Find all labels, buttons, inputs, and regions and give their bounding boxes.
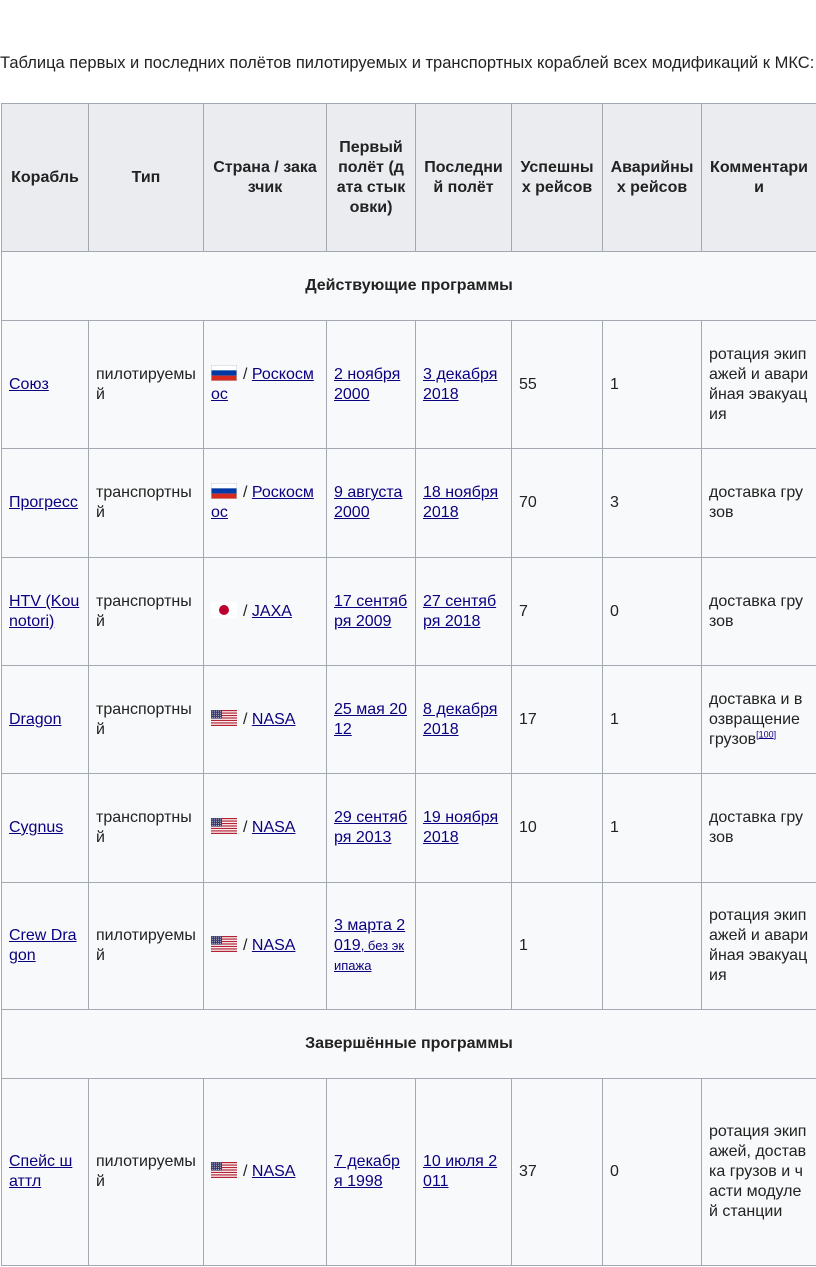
last-flight-link[interactable]: 27 сентября 2018 bbox=[423, 592, 497, 630]
table-row bbox=[2, 321, 816, 449]
last-flight-cell bbox=[416, 883, 512, 1010]
section-row bbox=[2, 1010, 816, 1079]
first-flight-cell bbox=[327, 1079, 416, 1266]
usa-flag-icon bbox=[211, 1162, 237, 1178]
spacecraft-table bbox=[1, 103, 816, 1266]
last-flight-link[interactable]: 19 ноября 2018 bbox=[423, 809, 499, 846]
successful-count: 7 bbox=[512, 558, 603, 666]
first-flight-link[interactable]: 2 ноября 2000 bbox=[334, 365, 401, 403]
header-row bbox=[2, 104, 816, 252]
first-flight-link[interactable]: 25 мая 2012 bbox=[334, 700, 408, 738]
ship-link[interactable]: HTV (Kounotori) bbox=[9, 592, 80, 630]
table-row bbox=[2, 558, 816, 666]
failed-count: 0 bbox=[603, 1079, 702, 1266]
header-type: Тип bbox=[89, 104, 204, 252]
country-cell: / Роскосмос bbox=[204, 449, 327, 558]
ship-link[interactable]: Cygnus bbox=[9, 819, 64, 836]
ship-link[interactable]: Союз bbox=[9, 375, 49, 393]
agency-link[interactable]: JAXA bbox=[251, 602, 292, 620]
first-flight-cell bbox=[327, 666, 416, 774]
usa-flag-icon bbox=[211, 818, 237, 834]
failed-count bbox=[603, 883, 702, 1010]
ship-cell bbox=[2, 321, 89, 449]
ship-cell bbox=[2, 558, 89, 666]
last-flight-link[interactable]: 18 ноября 2018 bbox=[423, 484, 499, 521]
table-row bbox=[2, 774, 816, 883]
first-flight-link[interactable]: 17 сентября 2009 bbox=[334, 592, 408, 630]
header-successful: Успешных рейсов bbox=[512, 104, 603, 252]
country-cell: / NASA bbox=[204, 1079, 327, 1266]
first-flight-link[interactable]: 3 марта 2019 bbox=[334, 917, 406, 954]
ship-cell bbox=[2, 1079, 89, 1266]
failed-count: 3 bbox=[603, 449, 702, 558]
comment-cell: ротация экипажей, доставка грузов и части модулей станции bbox=[702, 1079, 816, 1266]
comment-cell: ротация экипажей и аварийная эвакуация bbox=[702, 321, 816, 449]
type-cell: транспортный bbox=[89, 666, 204, 774]
russia-flag-icon bbox=[211, 365, 237, 381]
successful-count: 1 bbox=[512, 883, 603, 1010]
section-title: Завершённые программы bbox=[2, 1010, 816, 1079]
type-cell: пилотируемый bbox=[89, 1079, 204, 1266]
agency-link[interactable]: NASA bbox=[251, 937, 296, 954]
agency-link[interactable]: NASA bbox=[251, 710, 296, 728]
section-title: Действующие программы bbox=[2, 252, 816, 321]
successful-count: 10 bbox=[512, 774, 603, 883]
table-row bbox=[2, 883, 816, 1010]
type-cell: пилотируемый bbox=[89, 321, 204, 449]
ship-cell bbox=[2, 883, 89, 1010]
type-cell: транспортный bbox=[89, 558, 204, 666]
first-flight-link[interactable]: 7 декабря 1998 bbox=[334, 1153, 400, 1190]
table-row bbox=[2, 449, 816, 558]
header-failed: Аварийных рейсов bbox=[603, 104, 702, 252]
comment-cell: доставка и возвращение грузов[100] bbox=[702, 666, 816, 774]
country-cell: / NASA bbox=[204, 666, 327, 774]
last-flight-cell bbox=[416, 558, 512, 666]
reference-link[interactable]: [100] bbox=[756, 729, 777, 740]
country-cell: / NASA bbox=[204, 883, 327, 1010]
usa-flag-icon bbox=[211, 936, 237, 952]
first-flight-cell bbox=[327, 558, 416, 666]
successful-count: 37 bbox=[512, 1079, 603, 1266]
ship-cell bbox=[2, 449, 89, 558]
successful-count: 70 bbox=[512, 449, 603, 558]
usa-flag-icon bbox=[211, 710, 237, 726]
ship-link[interactable]: Прогресс bbox=[9, 494, 78, 511]
agency-link[interactable]: NASA bbox=[251, 819, 296, 836]
country-cell: / Роскосмос bbox=[204, 321, 327, 449]
table-caption: Таблица первых и последних полётов пилотируемых и транспортных кораблей всех модификаций к МКС: bbox=[0, 54, 815, 72]
header-ship: Корабль bbox=[2, 104, 89, 252]
first-flight-cell bbox=[327, 774, 416, 883]
last-flight-cell bbox=[416, 666, 512, 774]
header-last-flight: Последний полёт bbox=[416, 104, 512, 252]
first-flight-note-link[interactable]: , без экипажа bbox=[334, 938, 405, 973]
failed-count: 1 bbox=[603, 774, 702, 883]
russia-flag-icon bbox=[211, 483, 237, 499]
first-flight-link[interactable]: 9 августа 2000 bbox=[334, 484, 403, 521]
type-cell: транспортный bbox=[89, 774, 204, 883]
type-cell: транспортный bbox=[89, 449, 204, 558]
agency-link[interactable]: Роскосмос bbox=[211, 365, 314, 403]
successful-count: 55 bbox=[512, 321, 603, 449]
comment-cell: доставка грузов bbox=[702, 558, 816, 666]
last-flight-cell bbox=[416, 1079, 512, 1266]
last-flight-link[interactable]: 8 декабря 2018 bbox=[423, 700, 498, 738]
failed-count: 0 bbox=[603, 558, 702, 666]
failed-count: 1 bbox=[603, 666, 702, 774]
comment-cell: доставка грузов bbox=[702, 449, 816, 558]
header-first-flight: Первый полёт (дата стыковки) bbox=[327, 104, 416, 252]
comment-cell: доставка грузов bbox=[702, 774, 816, 883]
last-flight-cell bbox=[416, 321, 512, 449]
comment-cell: ротация экипажей и аварийная эвакуация bbox=[702, 883, 816, 1010]
japan-flag-icon bbox=[211, 602, 237, 618]
ship-link[interactable]: Dragon bbox=[9, 710, 62, 728]
failed-count: 1 bbox=[603, 321, 702, 449]
first-flight-cell bbox=[327, 321, 416, 449]
ship-link[interactable]: Crew Dragon bbox=[9, 927, 77, 964]
ship-cell bbox=[2, 774, 89, 883]
agency-link[interactable]: NASA bbox=[251, 1163, 296, 1180]
type-cell: пилотируемый bbox=[89, 883, 204, 1010]
agency-link[interactable]: Роскосмос bbox=[211, 484, 314, 521]
ship-link[interactable]: Спейс шаттл bbox=[9, 1153, 73, 1190]
last-flight-link[interactable]: 3 декабря 2018 bbox=[423, 365, 498, 403]
last-flight-cell bbox=[416, 774, 512, 883]
first-flight-link[interactable]: 29 сентября 2013 bbox=[334, 809, 408, 846]
header-country: Страна / заказчик bbox=[204, 104, 327, 252]
header-comments: Комментарии bbox=[702, 104, 816, 252]
first-flight-cell bbox=[327, 883, 416, 1010]
country-cell: / NASA bbox=[204, 774, 327, 883]
country-cell: / JAXA bbox=[204, 558, 327, 666]
last-flight-cell bbox=[416, 449, 512, 558]
table-row bbox=[2, 666, 816, 774]
section-row bbox=[2, 252, 816, 321]
ship-cell bbox=[2, 666, 89, 774]
last-flight-link[interactable]: 10 июля 2011 bbox=[423, 1153, 498, 1190]
first-flight-cell bbox=[327, 449, 416, 558]
table-row bbox=[2, 1079, 816, 1266]
successful-count: 17 bbox=[512, 666, 603, 774]
